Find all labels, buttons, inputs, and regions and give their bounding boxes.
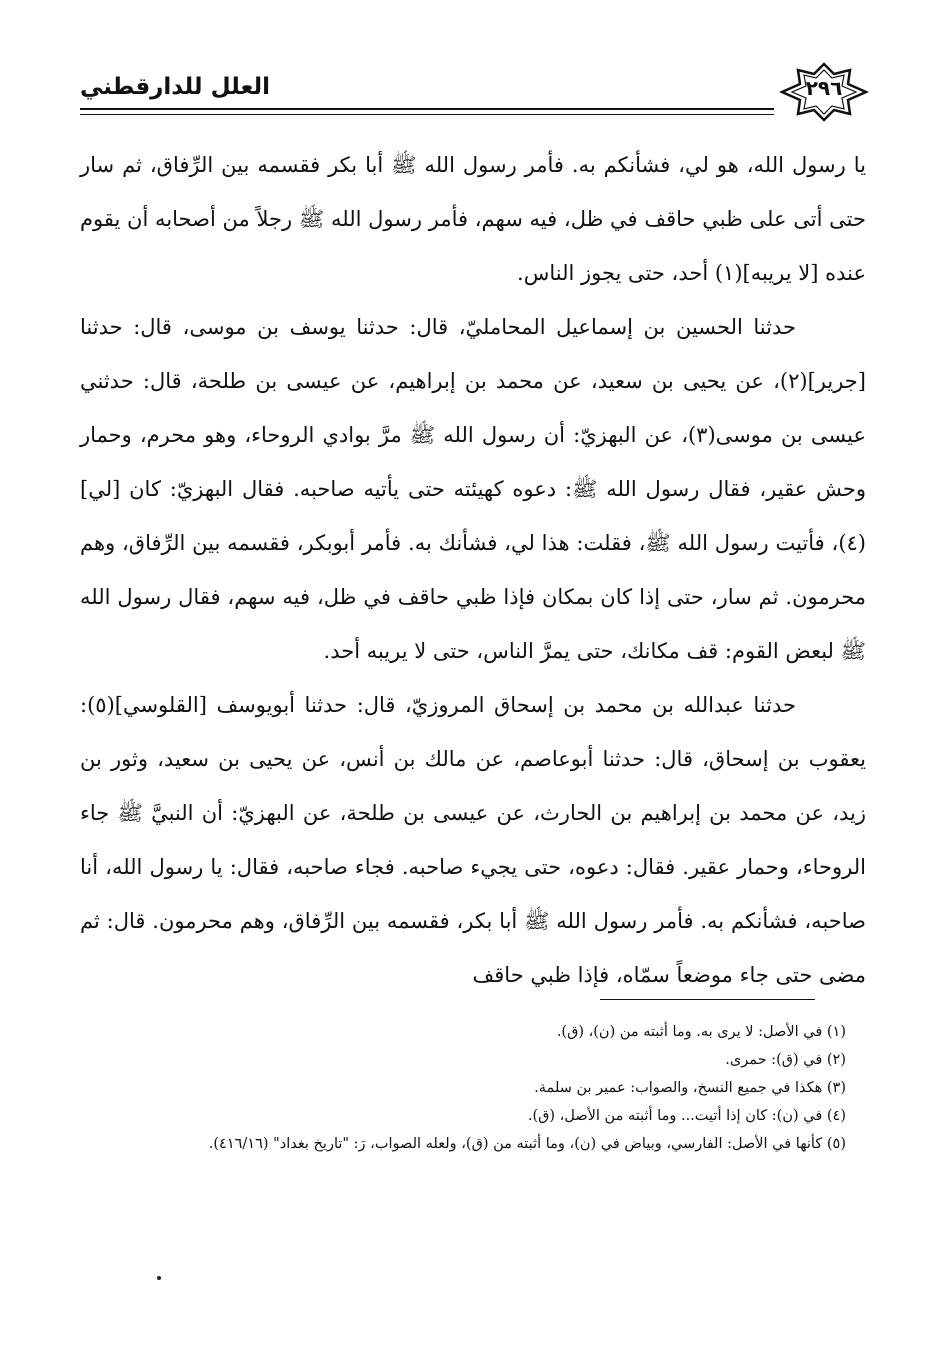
header-rule-thin: [80, 114, 774, 115]
footnote-separator: [600, 999, 815, 1000]
scan-speck: [157, 1276, 161, 1280]
paragraph-3: حدثنا عبدالله بن محمد بن إسحاق المروزيّ، قال: حدثنا أبويوسف [القلوسي](٥): يعقوب بن إسحاق، قال: حدثنا أبوعاصم، عن مالك بن أنس، عن يحيى بن سعيد، وثور بن زيد، عن محمد بن إبراهيم بن الحارث، عن عيسى بن طلحة، عن البهزيّ: أن النبيَّ ﷺ جاء الروحاء، وحمار عقير. فقال: دعوه، حتى يجيء صاحبه. فجاء صاحبه، فقال: يا رسول الله، أنا صاحبه، فشأنكم به. فأمر رسول الله ﷺ أبا بكر، فقسمه بين الرِّفاق، وهم محرمون. قال: ثم مضى حتى جاء موضعاً سمّاه، فإذا ظبي حاقف: [80, 693, 866, 987]
footnote-1: (١) في الأصل: لا يرى به. وما أثبته من (ن)، (ق).: [556, 1024, 846, 1040]
page-number-badge: [778, 62, 870, 122]
footnote-2: (٢) في (ق): حمرى.: [725, 1052, 846, 1068]
paragraph-2: حدثنا الحسين بن إسماعيل المحامليّ، قال: حدثنا يوسف بن موسى، قال: حدثنا [جرير](٢)، عن يحيى بن سعيد، عن محمد بن إبراهيم، عن عيسى بن طلحة، قال: حدثني عيسى بن موسى(٣)، عن البهزيّ: أن رسول الله ﷺ مرَّ بوادي الروحاء، وهو محرم، وحمار وحش عقير، فقال رسول الله ﷺ: دعوه كهيئته حتى يأتيه صاحبه. فقال البهزيّ: كان [لي](٤)، فأتيت رسول الله ﷺ، فقلت: هذا لي، فشأنك به. فأمر أبوبكر، فقسمه بين الرِّفاق، وهم محرمون. ثم سار، حتى إذا كان بمكان فإذا ظبي حاقف في ظل، فيه سهم، فقال رسول الله ﷺ لبعض القوم: قف مكانك، حتى يمرَّ الناس، حتى لا يريبه أحد.: [80, 315, 866, 663]
book-title: العلل للدارقطني: [80, 74, 270, 100]
footnote-5: (٥) كأنها في الأصل: الفارسي، وبياض في (ن)، وما أثبته من (ق)، ولعله الصواب، رَ: "تاريخ بغداد" (٤١٦/١٦).: [208, 1136, 846, 1152]
footnote-3: (٣) هكذا في جميع النسخ، والصواب: عمير بن سلمة.: [534, 1080, 846, 1096]
footnotes: [90, 1018, 846, 1158]
page-number: ٢٩٦: [805, 76, 843, 100]
page-header: [80, 62, 870, 122]
paragraph-1: يا رسول الله، هو لي، فشأنكم به. فأمر رسول الله ﷺ أبا بكر فقسمه بين الرِّفاق، ثم سار حتى أتى على ظبي حاقف في ظل، فيه سهم، فأمر رسول الله ﷺ رجلاً من أصحابه أن يقوم عنده [لا يريبه](١) أحد، حتى يجوز الناس.: [80, 153, 866, 285]
header-rule: [80, 108, 774, 110]
main-text: [80, 138, 866, 1002]
footnote-4: (٤) في (ن): كان إذا أتيت... وما أثبته من الأصل، (ق).: [527, 1108, 846, 1124]
